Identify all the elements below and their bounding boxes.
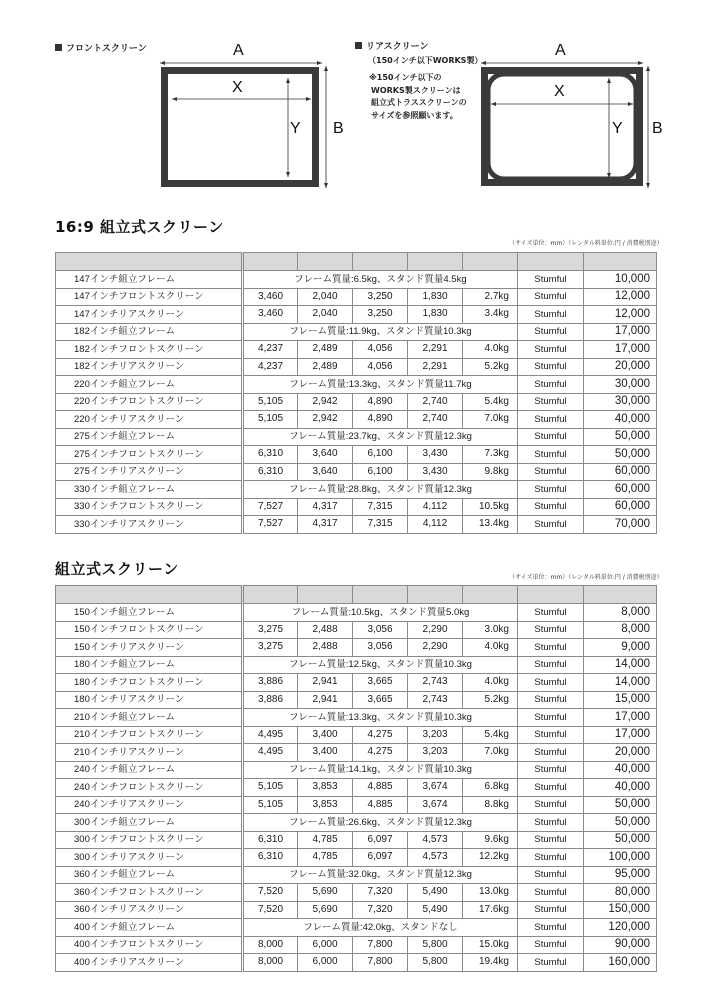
size-a-cell: 8,000 — [243, 936, 298, 954]
diagram-lines — [0, 0, 720, 200]
size-b-cell: 3,400 — [298, 726, 353, 744]
frame-weight-note-cell: フレーム質量:14.1kg、スタンド質量10.3kg — [243, 761, 518, 779]
frame-weight-note-cell: フレーム質量:13.3kg、スタンド質量10.3kg — [243, 709, 518, 727]
size-y-cell: 1,830 — [408, 288, 463, 306]
product-name-cell: 360インチフロントスクリーン — [56, 884, 243, 902]
weight-cell: 8.8kg — [463, 796, 518, 814]
weight-cell: 7.0kg — [463, 411, 518, 429]
price-cell: 60,000 — [584, 463, 657, 481]
size-x-cell: 4,275 — [353, 744, 408, 762]
weight-cell: 9.8kg — [463, 463, 518, 481]
size-y-cell: 1,830 — [408, 306, 463, 324]
product-name-cell: 180インチリアスクリーン — [56, 691, 243, 709]
frame-weight-note-cell: フレーム質量:26.6kg、スタンド質量12.3kg — [243, 814, 518, 832]
size-a-cell: 7,520 — [243, 901, 298, 919]
size-x-cell: 4,056 — [353, 358, 408, 376]
price-cell: 60,000 — [584, 481, 657, 499]
maker-cell: Stumful — [518, 691, 584, 709]
weight-cell: 3.0kg — [463, 621, 518, 639]
table-row — [56, 674, 657, 692]
size-y-cell: 2,740 — [408, 393, 463, 411]
maker-cell: Stumful — [518, 463, 584, 481]
weight-cell: 5.2kg — [463, 358, 518, 376]
table-row — [56, 393, 657, 411]
size-y-cell: 2,291 — [408, 341, 463, 359]
size-a-cell: 5,105 — [243, 411, 298, 429]
size-y-cell: 5,800 — [408, 936, 463, 954]
size-a-cell: 4,495 — [243, 744, 298, 762]
maker-cell: Stumful — [518, 831, 584, 849]
weight-cell: 2.7kg — [463, 288, 518, 306]
maker-cell: Stumful — [518, 849, 584, 867]
size-x-cell: 6,097 — [353, 831, 408, 849]
maker-cell: Stumful — [518, 954, 584, 972]
size-b-cell: 3,853 — [298, 779, 353, 797]
maker-cell: Stumful — [518, 428, 584, 446]
weight-cell: 15.0kg — [463, 936, 518, 954]
size-x-cell: 7,800 — [353, 954, 408, 972]
product-name-cell: 330インチリアスクリーン — [56, 516, 243, 534]
price-cell: 100,000 — [584, 849, 657, 867]
size-b-cell: 5,690 — [298, 884, 353, 902]
size-y-cell: 4,112 — [408, 516, 463, 534]
table-row — [56, 761, 657, 779]
table-row — [56, 936, 657, 954]
size-b-cell: 6,000 — [298, 954, 353, 972]
size-a-cell: 4,237 — [243, 341, 298, 359]
table-row — [56, 481, 657, 499]
size-y-cell: 5,800 — [408, 954, 463, 972]
product-name-cell: 210インチリアスクリーン — [56, 744, 243, 762]
maker-cell: Stumful — [518, 516, 584, 534]
table-row — [56, 428, 657, 446]
maker-cell: Stumful — [518, 919, 584, 937]
size-y-cell: 3,430 — [408, 446, 463, 464]
product-name-cell: 400インチフロントスクリーン — [56, 936, 243, 954]
product-name-cell: 150インチフロントスクリーン — [56, 621, 243, 639]
product-name-cell: 220インチリアスクリーン — [56, 411, 243, 429]
maker-cell: Stumful — [518, 936, 584, 954]
maker-cell: Stumful — [518, 901, 584, 919]
product-name-cell: 300インチリアスクリーン — [56, 849, 243, 867]
price-cell: 20,000 — [584, 744, 657, 762]
size-b-cell: 4,785 — [298, 849, 353, 867]
price-cell: 8,000 — [584, 604, 657, 622]
size-x-cell: 7,320 — [353, 901, 408, 919]
maker-cell: Stumful — [518, 656, 584, 674]
maker-cell: Stumful — [518, 358, 584, 376]
price-cell: 50,000 — [584, 796, 657, 814]
size-a-cell: 3,886 — [243, 674, 298, 692]
frame-weight-note-cell: フレーム質量:42.0kg、スタンドなし — [243, 919, 518, 937]
product-name-cell: 182インチ組立フレーム — [56, 323, 243, 341]
maker-cell: Stumful — [518, 446, 584, 464]
size-y-cell: 3,203 — [408, 726, 463, 744]
size-b-cell: 3,853 — [298, 796, 353, 814]
table-row — [56, 621, 657, 639]
product-name-cell: 240インチリアスクリーン — [56, 796, 243, 814]
maker-cell: Stumful — [518, 709, 584, 727]
maker-cell: Stumful — [518, 761, 584, 779]
maker-cell: Stumful — [518, 744, 584, 762]
table-header-row — [56, 586, 657, 604]
size-b-cell: 5,690 — [298, 901, 353, 919]
weight-cell: 17.6kg — [463, 901, 518, 919]
product-name-cell: 182インチフロントスクリーン — [56, 341, 243, 359]
size-a-cell: 7,527 — [243, 498, 298, 516]
product-name-cell: 150インチリアスクリーン — [56, 639, 243, 657]
price-cell: 30,000 — [584, 376, 657, 394]
rear-caption-sub: （150インチ以下WORKS製） — [368, 56, 483, 65]
size-a-cell: 7,520 — [243, 884, 298, 902]
size-b-cell: 3,640 — [298, 446, 353, 464]
price-cell: 40,000 — [584, 411, 657, 429]
section2-title: 組立式スクリーン — [55, 560, 179, 578]
size-x-cell: 6,097 — [353, 849, 408, 867]
price-cell: 160,000 — [584, 954, 657, 972]
table-row — [56, 796, 657, 814]
size-b-cell: 2,488 — [298, 621, 353, 639]
front-label-y: Y — [290, 120, 301, 137]
size-x-cell: 4,890 — [353, 393, 408, 411]
weight-cell: 9.6kg — [463, 831, 518, 849]
table-row — [56, 691, 657, 709]
product-name-cell: 360インチリアスクリーン — [56, 901, 243, 919]
maker-cell: Stumful — [518, 639, 584, 657]
maker-cell: Stumful — [518, 481, 584, 499]
price-cell: 60,000 — [584, 498, 657, 516]
frame-weight-note-cell: フレーム質量:6.5kg、スタンド質量4.5kg — [243, 271, 518, 289]
maker-cell: Stumful — [518, 498, 584, 516]
rear-label-y: Y — [612, 120, 623, 137]
table-row — [56, 639, 657, 657]
size-a-cell: 7,527 — [243, 516, 298, 534]
size-b-cell: 3,640 — [298, 463, 353, 481]
table-row — [56, 463, 657, 481]
product-name-cell: 240インチ組立フレーム — [56, 761, 243, 779]
price-cell: 12,000 — [584, 288, 657, 306]
size-b-cell: 6,000 — [298, 936, 353, 954]
maker-cell: Stumful — [518, 779, 584, 797]
size-x-cell: 7,800 — [353, 936, 408, 954]
price-cell: 9,000 — [584, 639, 657, 657]
size-b-cell: 4,317 — [298, 498, 353, 516]
table-row — [56, 498, 657, 516]
size-y-cell: 2,743 — [408, 674, 463, 692]
table-header-row — [56, 253, 657, 271]
size-x-cell: 4,890 — [353, 411, 408, 429]
table-row — [56, 814, 657, 832]
size-y-cell: 2,291 — [408, 358, 463, 376]
table-row — [56, 516, 657, 534]
table-row — [56, 726, 657, 744]
size-b-cell: 3,400 — [298, 744, 353, 762]
front-label-x: X — [232, 79, 243, 96]
price-cell: 17,000 — [584, 341, 657, 359]
front-label-b: B — [333, 120, 344, 137]
price-cell: 17,000 — [584, 323, 657, 341]
maker-cell: Stumful — [518, 288, 584, 306]
weight-cell: 4.0kg — [463, 639, 518, 657]
weight-cell: 5.4kg — [463, 393, 518, 411]
price-cell: 30,000 — [584, 393, 657, 411]
size-a-cell: 5,105 — [243, 779, 298, 797]
price-cell: 120,000 — [584, 919, 657, 937]
size-a-cell: 3,460 — [243, 288, 298, 306]
size-x-cell: 6,100 — [353, 463, 408, 481]
product-name-cell: 330インチ組立フレーム — [56, 481, 243, 499]
maker-cell: Stumful — [518, 726, 584, 744]
size-y-cell: 2,743 — [408, 691, 463, 709]
product-name-cell: 210インチフロントスクリーン — [56, 726, 243, 744]
table-row — [56, 358, 657, 376]
maker-cell: Stumful — [518, 271, 584, 289]
size-b-cell: 2,489 — [298, 341, 353, 359]
size-x-cell: 3,665 — [353, 691, 408, 709]
maker-cell: Stumful — [518, 376, 584, 394]
price-cell: 20,000 — [584, 358, 657, 376]
price-cell: 50,000 — [584, 814, 657, 832]
size-b-cell: 2,942 — [298, 411, 353, 429]
product-name-cell: 147インチ組立フレーム — [56, 271, 243, 289]
price-cell: 70,000 — [584, 516, 657, 534]
rear-label-a: A — [555, 42, 566, 59]
size-x-cell: 3,665 — [353, 674, 408, 692]
table-row — [56, 779, 657, 797]
frame-weight-note-cell: フレーム質量:13.3kg、スタンド質量11.7kg — [243, 376, 518, 394]
size-a-cell: 3,886 — [243, 691, 298, 709]
size-b-cell: 2,941 — [298, 691, 353, 709]
table-16-9-screens — [55, 252, 657, 534]
price-cell: 50,000 — [584, 446, 657, 464]
price-cell: 12,000 — [584, 306, 657, 324]
maker-cell: Stumful — [518, 884, 584, 902]
size-x-cell: 7,315 — [353, 498, 408, 516]
price-cell: 14,000 — [584, 656, 657, 674]
product-name-cell: 330インチフロントスクリーン — [56, 498, 243, 516]
price-cell: 90,000 — [584, 936, 657, 954]
product-name-cell: 210インチ組立フレーム — [56, 709, 243, 727]
product-name-cell: 400インチ組立フレーム — [56, 919, 243, 937]
size-x-cell: 6,100 — [353, 446, 408, 464]
product-name-cell: 400インチリアスクリーン — [56, 954, 243, 972]
size-b-cell: 4,317 — [298, 516, 353, 534]
price-cell: 17,000 — [584, 726, 657, 744]
table-row — [56, 709, 657, 727]
front-caption: フロントスクリーン — [55, 43, 147, 56]
size-y-cell: 2,290 — [408, 639, 463, 657]
maker-cell: Stumful — [518, 323, 584, 341]
maker-cell: Stumful — [518, 621, 584, 639]
table-row — [56, 656, 657, 674]
size-y-cell: 3,203 — [408, 744, 463, 762]
table-row — [56, 831, 657, 849]
section1-title: 16:9 組立式スクリーン — [55, 218, 224, 236]
size-x-cell: 7,320 — [353, 884, 408, 902]
size-a-cell: 4,237 — [243, 358, 298, 376]
price-cell: 15,000 — [584, 691, 657, 709]
size-y-cell: 4,112 — [408, 498, 463, 516]
size-y-cell: 2,740 — [408, 411, 463, 429]
price-cell: 50,000 — [584, 831, 657, 849]
size-y-cell: 5,490 — [408, 884, 463, 902]
table-row — [56, 376, 657, 394]
size-a-cell: 6,310 — [243, 463, 298, 481]
size-a-cell: 5,105 — [243, 393, 298, 411]
size-y-cell: 3,674 — [408, 796, 463, 814]
weight-cell: 13.4kg — [463, 516, 518, 534]
price-cell: 8,000 — [584, 621, 657, 639]
size-a-cell: 8,000 — [243, 954, 298, 972]
price-cell: 50,000 — [584, 428, 657, 446]
weight-cell: 19.4kg — [463, 954, 518, 972]
weight-cell: 4.0kg — [463, 341, 518, 359]
weight-cell: 7.0kg — [463, 744, 518, 762]
price-cell: 10,000 — [584, 271, 657, 289]
size-y-cell: 4,573 — [408, 849, 463, 867]
size-a-cell: 6,310 — [243, 849, 298, 867]
size-a-cell: 6,310 — [243, 446, 298, 464]
product-name-cell: 275インチ組立フレーム — [56, 428, 243, 446]
size-y-cell: 3,674 — [408, 779, 463, 797]
size-b-cell: 2,942 — [298, 393, 353, 411]
size-y-cell: 4,573 — [408, 831, 463, 849]
frame-weight-note-cell: フレーム質量:10.5kg、スタンド質量5.0kg — [243, 604, 518, 622]
price-cell: 80,000 — [584, 884, 657, 902]
table-row — [56, 744, 657, 762]
size-x-cell: 3,250 — [353, 306, 408, 324]
section1-unit-note: （サイズ単位：mm）（レンタル料単位:円 / 消費税別途） — [509, 240, 663, 247]
frame-weight-note-cell: フレーム質量:11.9kg、スタンド質量10.3kg — [243, 323, 518, 341]
rear-label-x: X — [554, 83, 565, 100]
product-name-cell: 180インチ組立フレーム — [56, 656, 243, 674]
size-x-cell: 3,056 — [353, 621, 408, 639]
product-name-cell: 220インチフロントスクリーン — [56, 393, 243, 411]
product-name-cell: 240インチフロントスクリーン — [56, 779, 243, 797]
size-a-cell: 3,275 — [243, 621, 298, 639]
product-name-cell: 300インチ組立フレーム — [56, 814, 243, 832]
table-assembly-screens — [55, 585, 657, 972]
product-name-cell: 275インチフロントスクリーン — [56, 446, 243, 464]
table-row — [56, 604, 657, 622]
price-cell: 40,000 — [584, 761, 657, 779]
size-b-cell: 4,785 — [298, 831, 353, 849]
product-name-cell: 182インチリアスクリーン — [56, 358, 243, 376]
maker-cell: Stumful — [518, 411, 584, 429]
front-label-a: A — [233, 42, 244, 59]
product-name-cell: 300インチフロントスクリーン — [56, 831, 243, 849]
frame-weight-note-cell: フレーム質量:32.0kg、スタンド質量12.3kg — [243, 866, 518, 884]
product-name-cell: 275インチリアスクリーン — [56, 463, 243, 481]
weight-cell: 6.8kg — [463, 779, 518, 797]
price-cell: 17,000 — [584, 709, 657, 727]
section2-unit-note: （サイズ単位：mm）（レンタル料単位:円 / 消費税別途） — [509, 574, 663, 581]
maker-cell: Stumful — [518, 674, 584, 692]
size-x-cell: 3,056 — [353, 639, 408, 657]
frame-weight-note-cell: フレーム質量:23.7kg、スタンド質量12.3kg — [243, 428, 518, 446]
table-row — [56, 884, 657, 902]
maker-cell: Stumful — [518, 796, 584, 814]
table-row — [56, 411, 657, 429]
size-a-cell: 5,105 — [243, 796, 298, 814]
product-name-cell: 150インチ組立フレーム — [56, 604, 243, 622]
table-row — [56, 306, 657, 324]
size-b-cell: 2,040 — [298, 288, 353, 306]
weight-cell: 4.0kg — [463, 674, 518, 692]
size-y-cell: 2,290 — [408, 621, 463, 639]
table-row — [56, 271, 657, 289]
size-x-cell: 4,275 — [353, 726, 408, 744]
weight-cell: 10.5kg — [463, 498, 518, 516]
size-a-cell: 4,495 — [243, 726, 298, 744]
price-cell: 40,000 — [584, 779, 657, 797]
size-a-cell: 3,460 — [243, 306, 298, 324]
table-row — [56, 919, 657, 937]
product-name-cell: 360インチ組立フレーム — [56, 866, 243, 884]
weight-cell: 5.4kg — [463, 726, 518, 744]
size-x-cell: 3,250 — [353, 288, 408, 306]
maker-cell: Stumful — [518, 866, 584, 884]
product-name-cell: 147インチリアスクリーン — [56, 306, 243, 324]
maker-cell: Stumful — [518, 306, 584, 324]
rear-caption: リアスクリーン — [355, 41, 428, 54]
price-cell: 95,000 — [584, 866, 657, 884]
table-row — [56, 323, 657, 341]
table-row — [56, 288, 657, 306]
rear-note: ※150インチ以下の WORKS製スクリーンは 組立式トラススクリーンの サイズを参照願います。 — [369, 73, 467, 120]
frame-weight-note-cell: フレーム質量:28.8kg、スタンド質量12.3kg — [243, 481, 518, 499]
maker-cell: Stumful — [518, 814, 584, 832]
weight-cell: 12.2kg — [463, 849, 518, 867]
table-row — [56, 901, 657, 919]
weight-cell: 13.0kg — [463, 884, 518, 902]
size-b-cell: 2,488 — [298, 639, 353, 657]
size-b-cell: 2,489 — [298, 358, 353, 376]
weight-cell: 3.4kg — [463, 306, 518, 324]
screen-diagrams — [0, 0, 720, 200]
size-x-cell: 4,885 — [353, 779, 408, 797]
size-y-cell: 3,430 — [408, 463, 463, 481]
frame-weight-note-cell: フレーム質量:12.5kg、スタンド質量10.3kg — [243, 656, 518, 674]
weight-cell: 7.3kg — [463, 446, 518, 464]
size-x-cell: 4,885 — [353, 796, 408, 814]
table-row — [56, 954, 657, 972]
product-name-cell: 180インチフロントスクリーン — [56, 674, 243, 692]
maker-cell: Stumful — [518, 341, 584, 359]
size-x-cell: 7,315 — [353, 516, 408, 534]
table-row — [56, 866, 657, 884]
price-cell: 150,000 — [584, 901, 657, 919]
size-b-cell: 2,040 — [298, 306, 353, 324]
size-a-cell: 6,310 — [243, 831, 298, 849]
weight-cell: 5.2kg — [463, 691, 518, 709]
rear-label-b: B — [652, 120, 663, 137]
price-cell: 14,000 — [584, 674, 657, 692]
size-a-cell: 3,275 — [243, 639, 298, 657]
product-name-cell: 220インチ組立フレーム — [56, 376, 243, 394]
product-name-cell: 147インチフロントスクリーン — [56, 288, 243, 306]
maker-cell: Stumful — [518, 604, 584, 622]
size-b-cell: 2,941 — [298, 674, 353, 692]
table-row — [56, 341, 657, 359]
size-y-cell: 5,490 — [408, 901, 463, 919]
table-row — [56, 446, 657, 464]
maker-cell: Stumful — [518, 393, 584, 411]
table-row — [56, 849, 657, 867]
size-x-cell: 4,056 — [353, 341, 408, 359]
